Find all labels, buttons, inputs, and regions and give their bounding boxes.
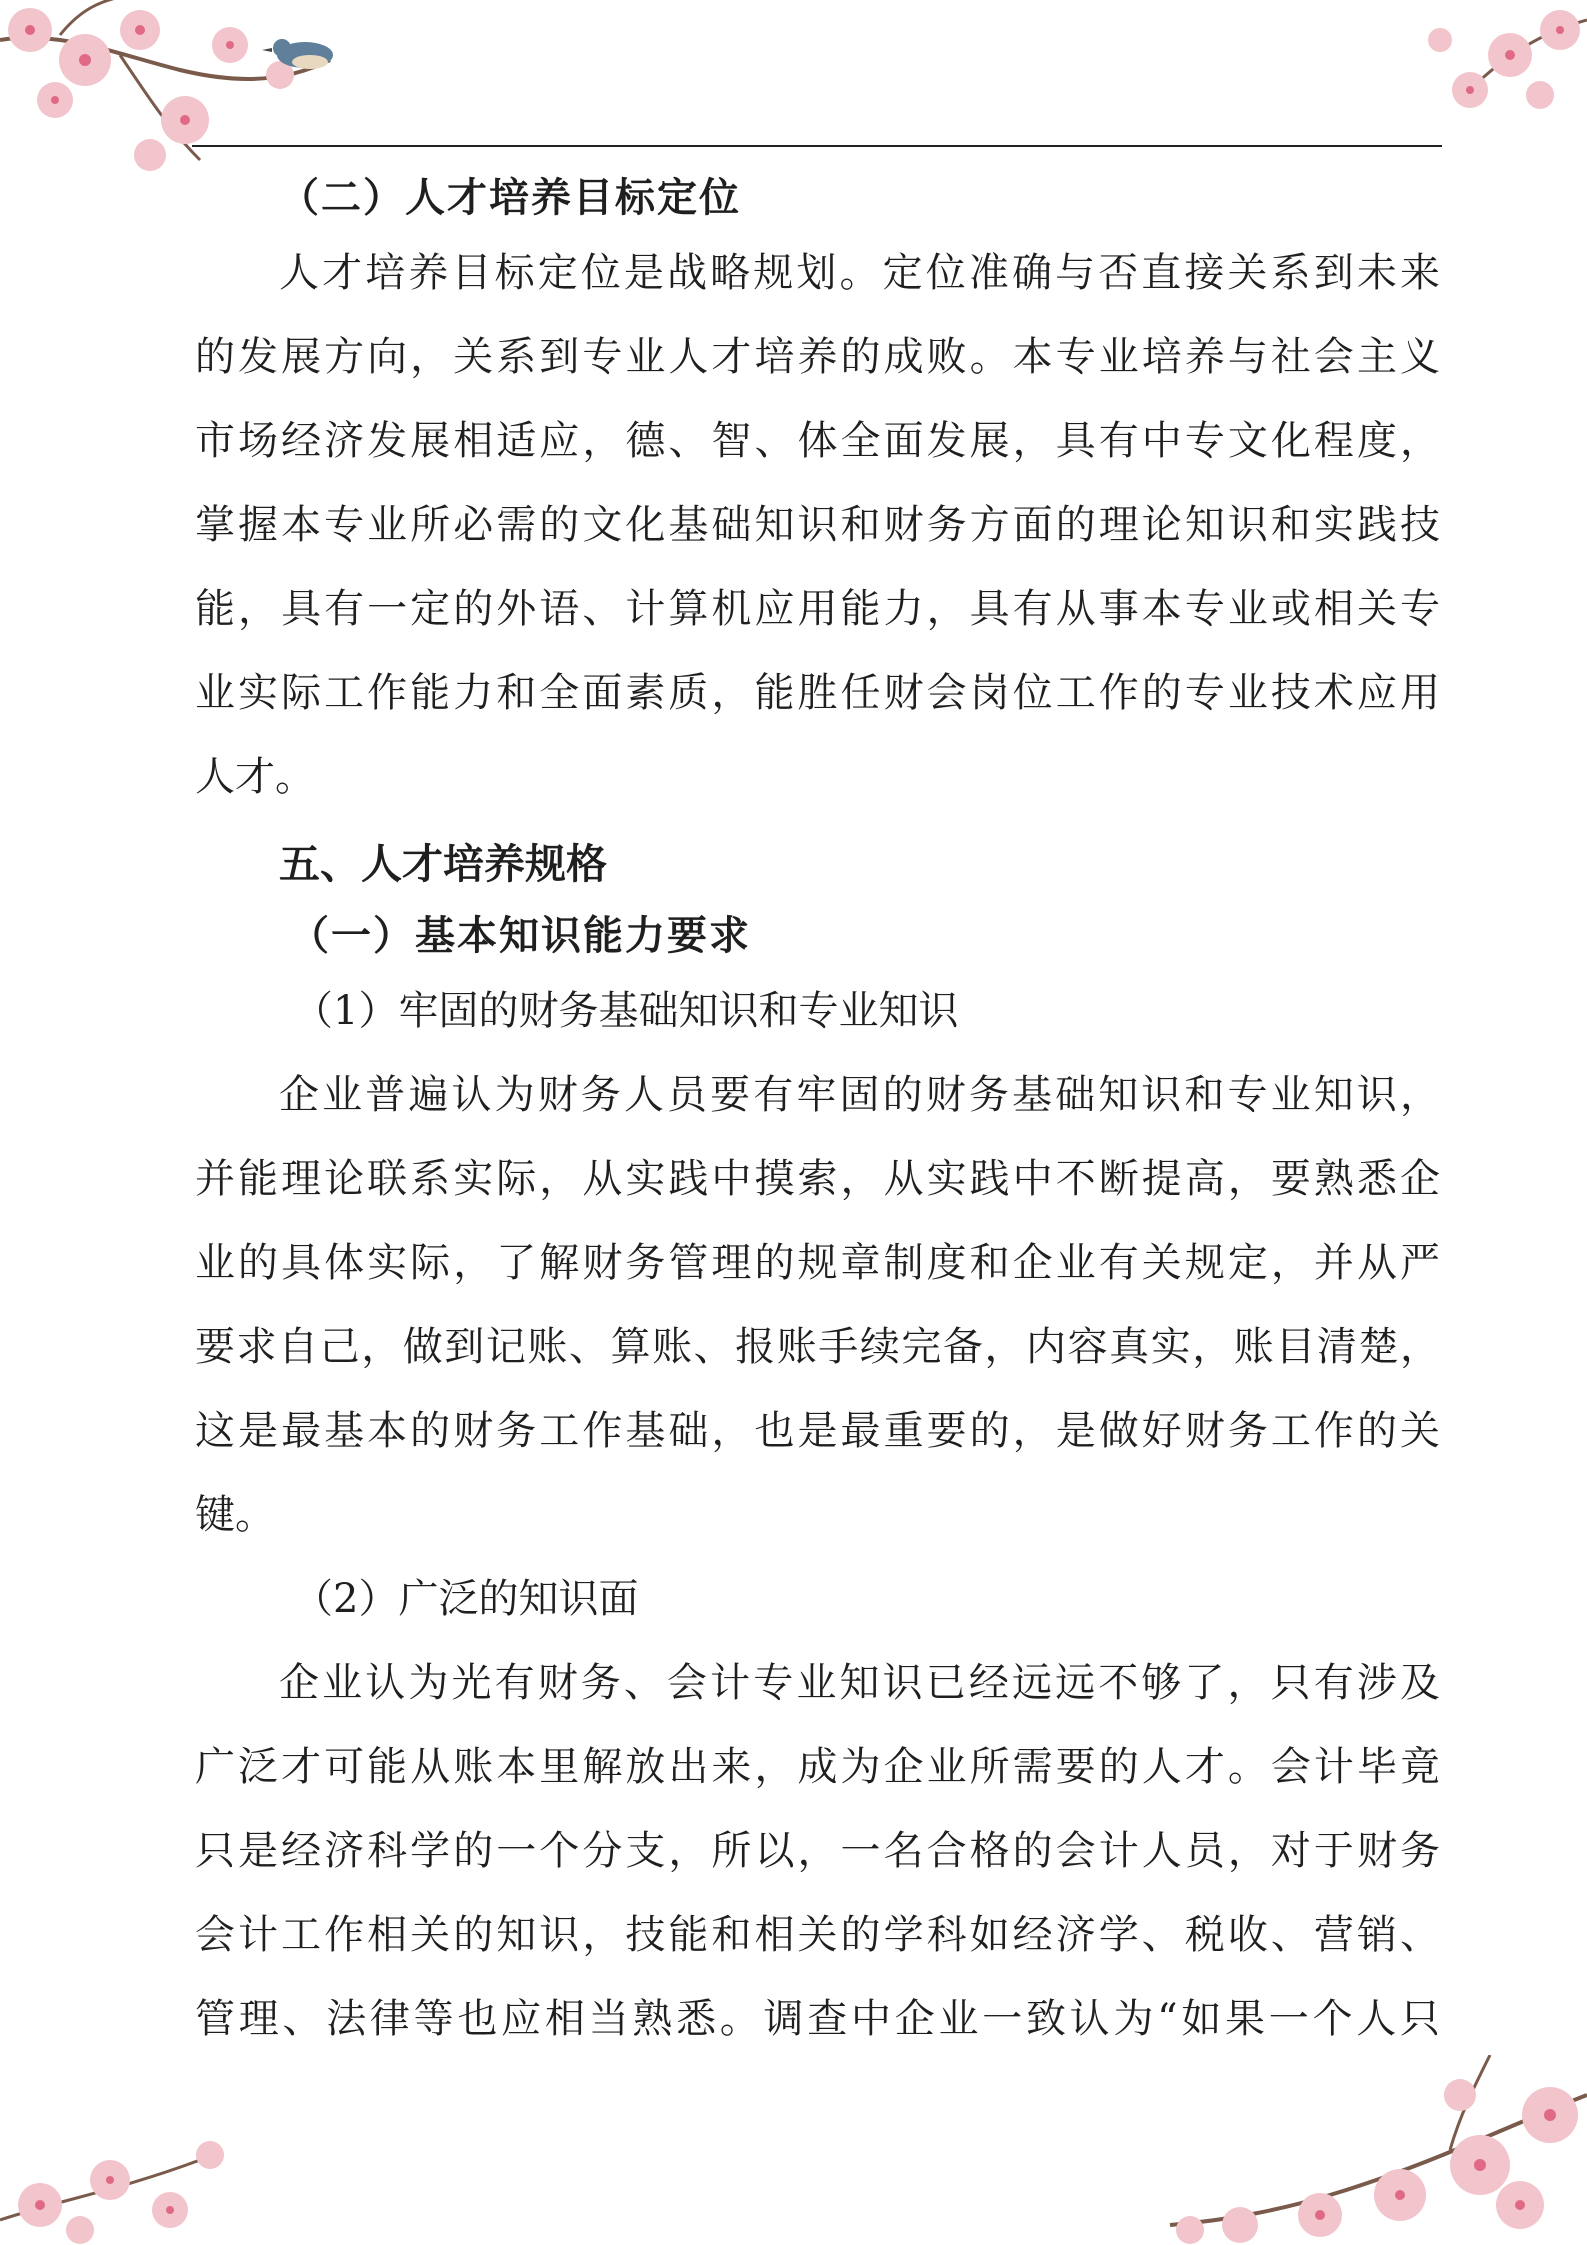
paragraph-line: 企业普遍认为财务人员要有牢固的财务基础知识和专业知识， [279,1072,1440,1118]
bottom-right-blossom-illustration [1130,2055,1587,2245]
paragraph-line: 掌握本专业所必需的文化基础知识和财务方面的理论知识和实践技 [195,502,1440,548]
paragraph-item-1 [195,1053,1440,1557]
document-body [195,165,1440,2061]
paragraph-line: 并能理论联系实际，从实践中摸索，从实践中不断提高，要熟悉企 [195,1156,1440,1202]
paragraph-line: 要求自己，做到记账、算账、报账手续完备，内容真实，账目清楚， [195,1324,1440,1370]
bottom-left-blossom-illustration [0,2100,300,2245]
paragraph-line: 企业认为光有财务、会计专业知识已经远远不够了，只有涉及 [279,1660,1440,1706]
paragraph-line: 人才培养目标定位是战略规划。定位准确与否直接关系到未来 [279,250,1440,296]
section-2-heading: （二）人才培养目标定位 [279,174,741,221]
paragraph-line: 这是最基本的财务工作基础，也是最重要的，是做好财务工作的关 [195,1408,1440,1454]
top-right-blossom-illustration [1400,0,1587,130]
chapter-5-heading: 五、人才培养规格 [279,840,607,888]
paragraph-line: 人才。 [195,754,315,800]
item-1-heading: （1）牢固的财务基础知识和专业知识 [293,988,959,1034]
paragraph-line: 只是经济科学的一个分支，所以，一名合格的会计人员，对于财务 [195,1828,1440,1874]
paragraph-line: 会计工作相关的知识，技能和相关的学科如经济学、税收、营销、 [195,1912,1440,1958]
paragraph-goal [195,231,1440,819]
item-2-heading: （2）广泛的知识面 [293,1576,639,1622]
paragraph-line: 业实际工作能力和全面素质，能胜任财会岗位工作的专业技术应用 [195,670,1440,716]
header-rule [192,145,1442,147]
subsection-1-heading: （一）基本知识能力要求 [289,912,751,959]
top-left-blossom-illustration [0,0,360,185]
paragraph-line: 广泛才可能从账本里解放出来，成为企业所需要的人才。会计毕竟 [195,1744,1440,1790]
paragraph-line: 键。 [195,1492,275,1538]
paragraph-line: 能，具有一定的外语、计算机应用能力，具有从事本专业或相关专 [195,586,1440,632]
paragraph-line: 市场经济发展相适应，德、智、体全面发展，具有中专文化程度， [195,418,1440,464]
paragraph-line: 管理、法律等也应相当熟悉。调查中企业一致认为“如果一个人只 [195,1996,1440,2042]
paragraph-item-2 [195,1641,1440,2061]
paragraph-line: 的发展方向，关系到专业人才培养的成败。本专业培养与社会主义 [195,334,1440,380]
paragraph-line: 业的具体实际，了解财务管理的规章制度和企业有关规定，并从严 [195,1240,1440,1286]
